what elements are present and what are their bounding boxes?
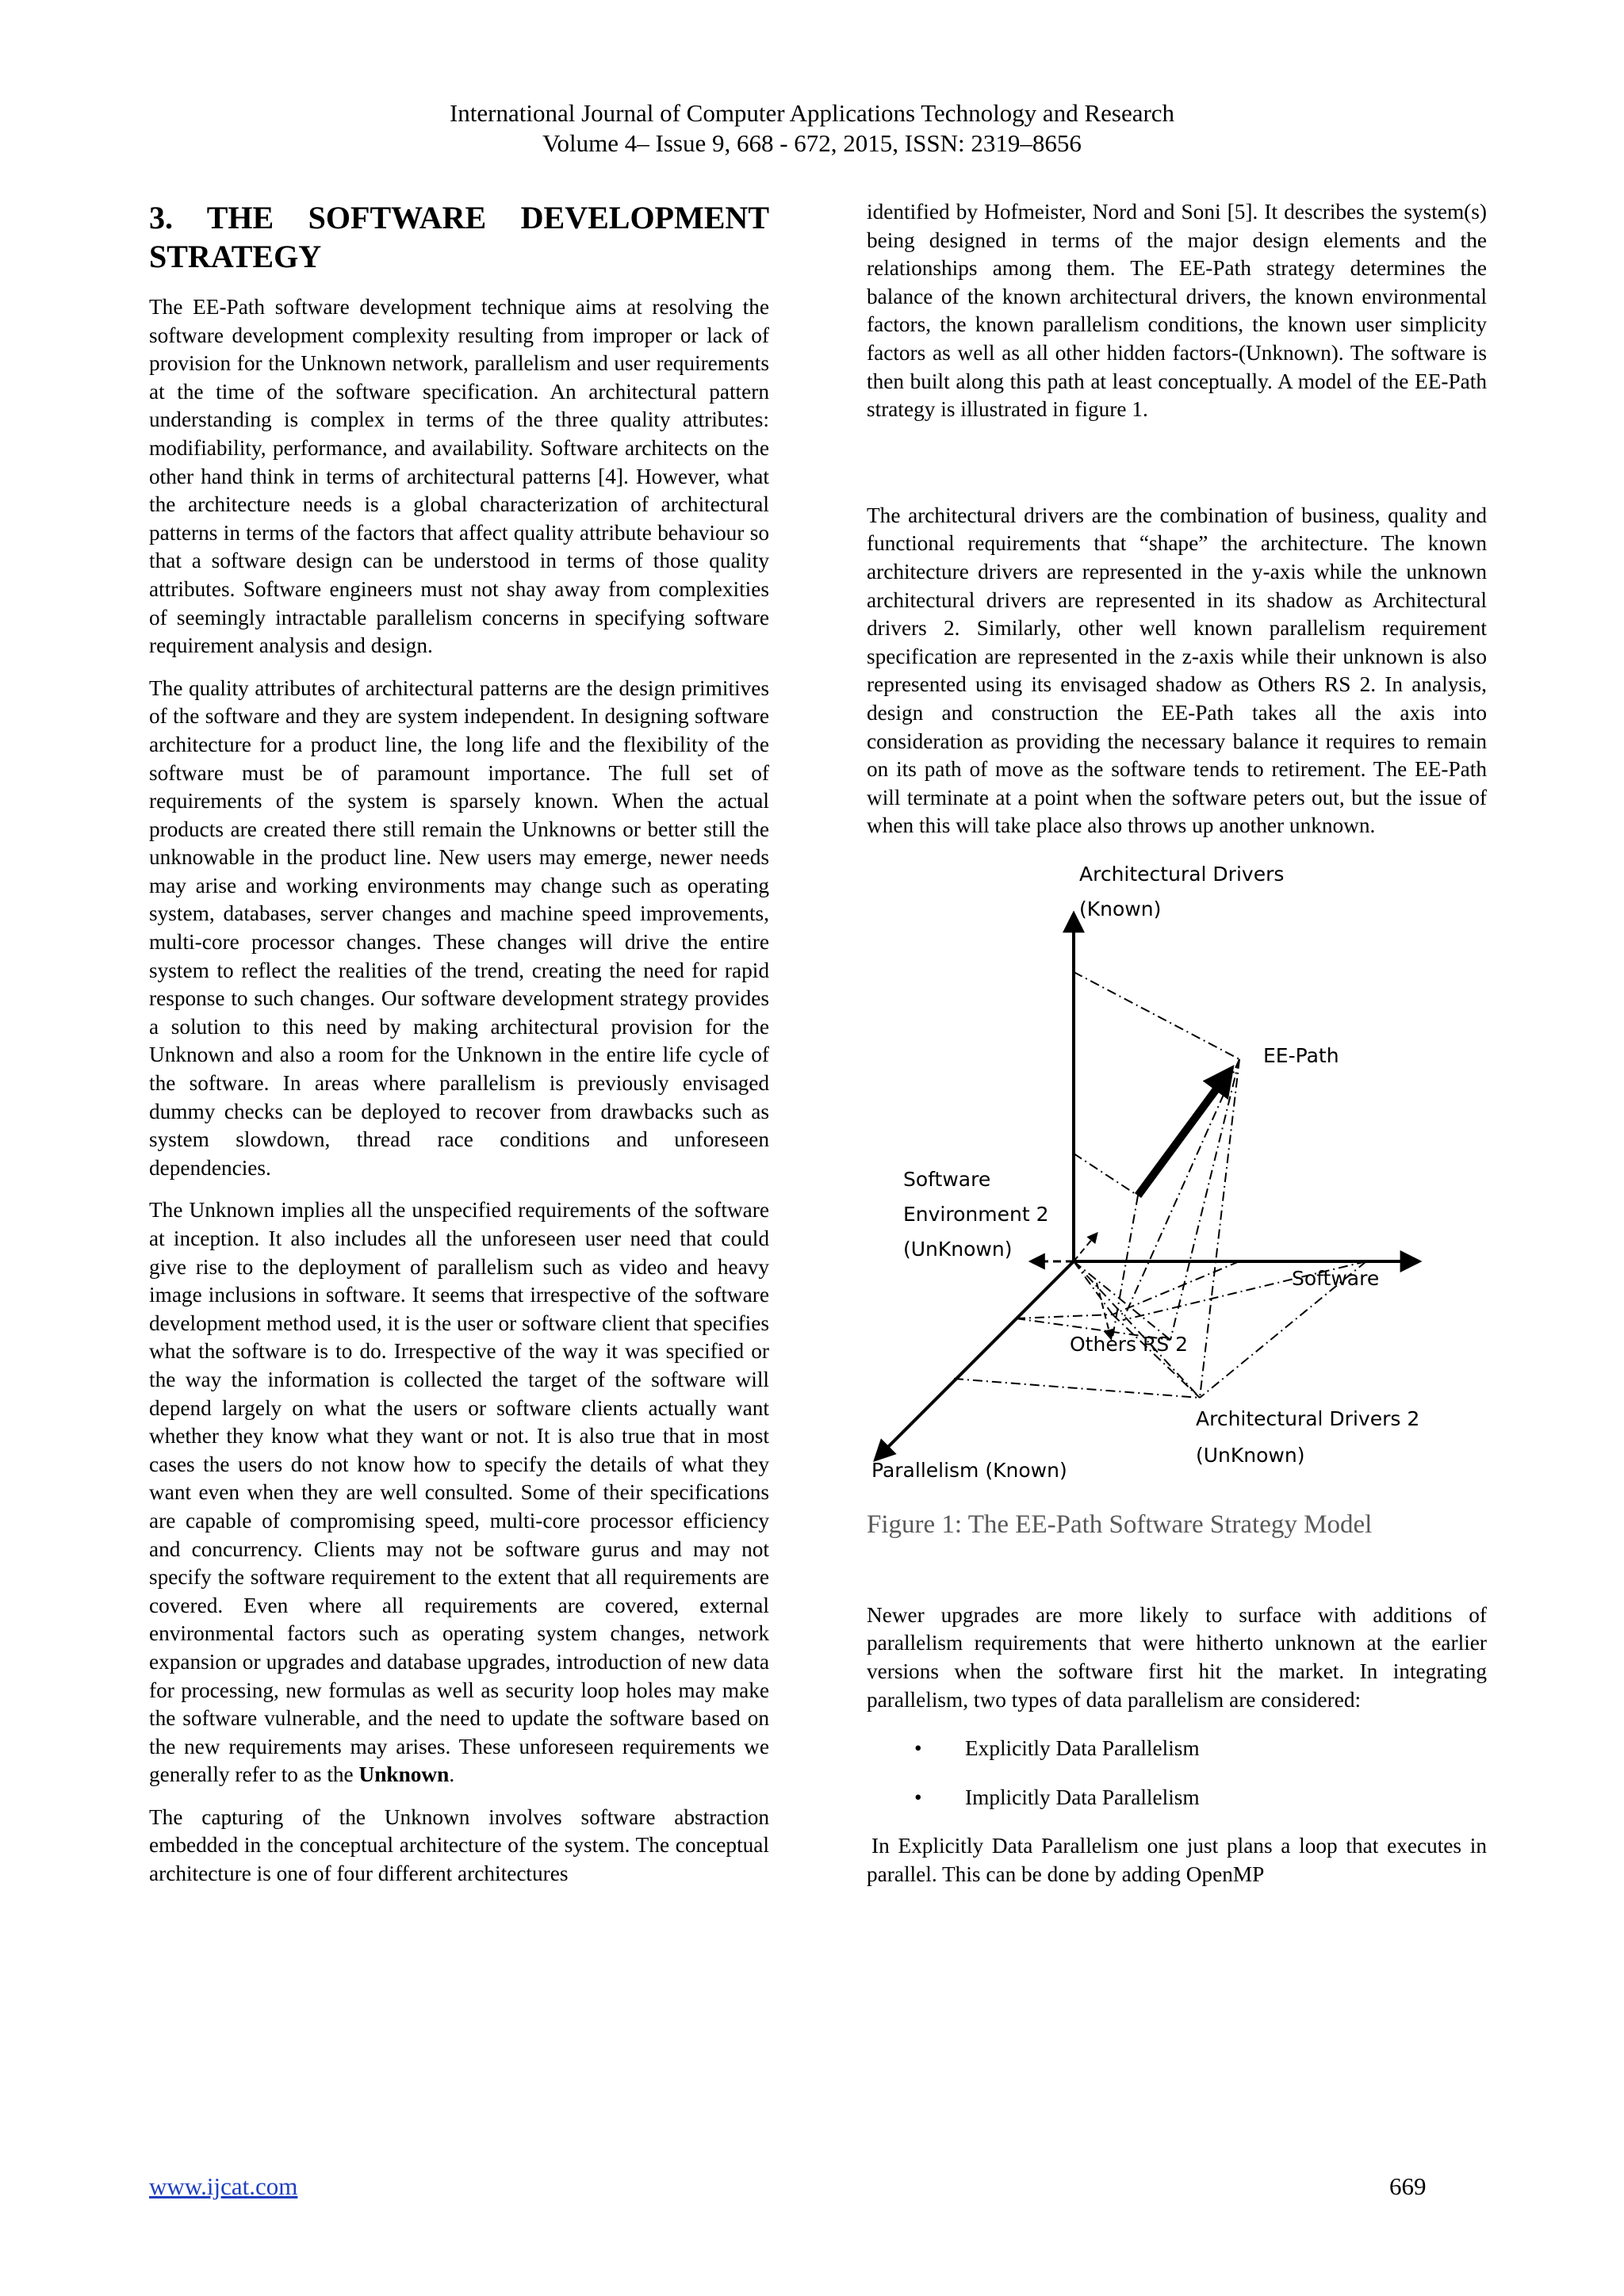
unknown-bold: Unknown [358,1762,450,1787]
journal-website-link[interactable]: www.ijcat.com [149,2172,298,2200]
diag-small-arrow [1074,1234,1097,1261]
ee-path-arrow [1138,1075,1227,1196]
label-software-env-2: Environment 2 [903,1202,1049,1226]
label-arch-drivers2: Architectural Drivers 2 [1196,1406,1420,1430]
label-software: Software [1292,1266,1380,1290]
left-column [149,198,769,1888]
figure-ee-path-model [867,855,1487,1552]
label-arch-drivers2-paren: (UnKnown) [1196,1443,1305,1467]
z-axis [876,1261,1074,1459]
label-ee-path: EE-Path [1263,1043,1339,1067]
paragraph-text: The Unknown implies all the unspecified requirements of the software at inception. It also includes all the unforeseen user need that could give rise to the deployment of parallelism such as video and heavy image inclusions in software. It seems that irrespective of the software development method used, it is the user or software client that specifies what the software is to do. Irrespective of the way it was specified or the way the information is collected the target of the software will depend largely on what the users or software clients actually want whether they know what they want or not. It is also true that in most cases the users do not know how to specify the details of what they want even when they are well consulted. Some of their specifications are capable of compromising speed, multi-core processor efficiency and concurrency. Clients may not be software gurus and may not specify the software requirement to the extent that all requirements are covered. Even where all requirements are covered, external environmental factors such as operating system changes, network expansion or upgrades and database upgrades, introduction of new data for processing, new formulas as well as security loop holes may make the software vulnerable, and the need to update the software based on the new requirements may arises. These unforeseen requirements we generally refer to as the [149,1198,769,1787]
journal-header [0,98,1624,159]
journal-title: International Journal of Computer Applications Technology and Research [449,99,1175,127]
bullet-icon: • [914,1785,922,1809]
list-item [867,1784,1487,1812]
paragraph: identified by Hofmeister, Nord and Soni [5]. It describes the system(s) being designed in terms of the major design elements and the relationships among them. The EE-Path strategy determines the balance of the known architectural drivers, the known environmental factors, the known parallelism conditions, the known user simplicity factors as well as all other hidden factors-(Unknown). The software is then built along this path at least conceptually. A model of the EE-Path strategy is illustrated in figure 1. [867,200,1487,422]
paragraph: Newer upgrades are more likely to surface with additions of parallelism requirements that were hitherto unknown at the earlier versions when the software first hit the market. In integrating parallelism, two types of data parallelism are considered: [867,1602,1487,1712]
label-arch-drivers-known: Architectural Drivers [1079,862,1285,886]
label-software-env-1: Software [903,1167,991,1191]
paragraph: In Explicitly Data Parallelism one just plans a loop that executes in parallel. This can be done by adding OpenMP [867,1834,1487,1887]
label-others-rs2: Others RS 2 [1070,1332,1189,1356]
section-heading: 3. THE SOFTWARE DEVELOPMENT STRATEGY [149,200,769,274]
paragraph: The quality attributes of architectural patterns are the design primitives of the software and they are system independent. In designing software architecture for a product line, the long life and the flexibility of the software must be of paramount importance. The full set of requirements of the system is sparsely known. When the actual products are created there still remain the Unknowns or better still the unknowable in the product line. New users may emerge, newer needs may arise and working environments may change such as operating system, databases, server changes and machine speed improvements, multi-core processor changes. These changes will drive the entire system to reflect the realities of the trend, creating the need for rapid response to such changes. Our software development strategy provides a solution to this need by making architectural provision for the Unknown and also a room for the Unknown in the entire life cycle of the software. In areas where parallelism is previously envisaged dummy checks can be deployed to recover from drawbacks such as system slowdown, thread race conditions and unforeseen dependencies. [149,675,769,1180]
journal-volume: Volume 4– Issue 9, 668 - 672, 2015, ISSN: 2319–8656 [542,129,1082,157]
bullet-icon: • [914,1736,922,1761]
list-item [867,1735,1487,1763]
paragraph: The architectural drivers are the combination of business, quality and functional requirements that “shape” the architecture. The known architecture drivers are represented in the y-axis while the unknown architectural drivers are represented in its shadow as Architectural drivers 2. Similarly, other well known parallelism requirement specification are represented in the z-axis while their unknown is also represented using its envisaged shadow as Others RS 2. In analysis, design and construction the EE-Path takes all the axis into consideration as providing the necessary balance it requires to remain on its path of move as the software tends to retirement. The EE-Path will terminate at a point when the software peters out, but the issue of when this will take place also throws up another unknown. [867,503,1487,838]
label-software-env-3: (UnKnown) [903,1237,1013,1261]
label-arch-drivers-known-paren: (Known) [1079,897,1162,920]
label-parallelism-known: Parallelism (Known) [871,1458,1067,1482]
bullet-list [867,1735,1487,1812]
paragraph: The capturing of the Unknown involves software abstraction embedded in the conceptual architecture of the system. The conceptual architecture is one of four different architectures [149,1804,769,1886]
list-item-label: Implicitly Data Parallelism [965,1785,1200,1809]
paragraph: The EE-Path software development technique aims at resolving the software development complexity resulting from improper or lack of provision for the Unknown network, parallelism and user requirements at the time of the software specification. An architectural pattern understanding is complex in terms of the three quality attributes: modifiability, performance, and availability. Software architects on the other hand think in terms of architectural patterns [4]. However, what the architecture needs is a global characterization of architectural patterns in terms of the factors that affect quality attribute behaviour so that a software design can be understood in terms of those quality attributes. Software engineers must not shay away from complexities of seemingly intractable parallelism concerns in specifying software requirement analysis and design. [149,295,769,658]
right-column [867,198,1487,1889]
page-number: 669 [1389,2172,1427,2200]
period: . [449,1762,455,1787]
paragraph [149,1196,769,1789]
list-item-label: Explicitly Data Parallelism [965,1736,1200,1761]
figure-caption: Figure 1: The EE-Path Software Strategy Model [867,1510,1373,1539]
